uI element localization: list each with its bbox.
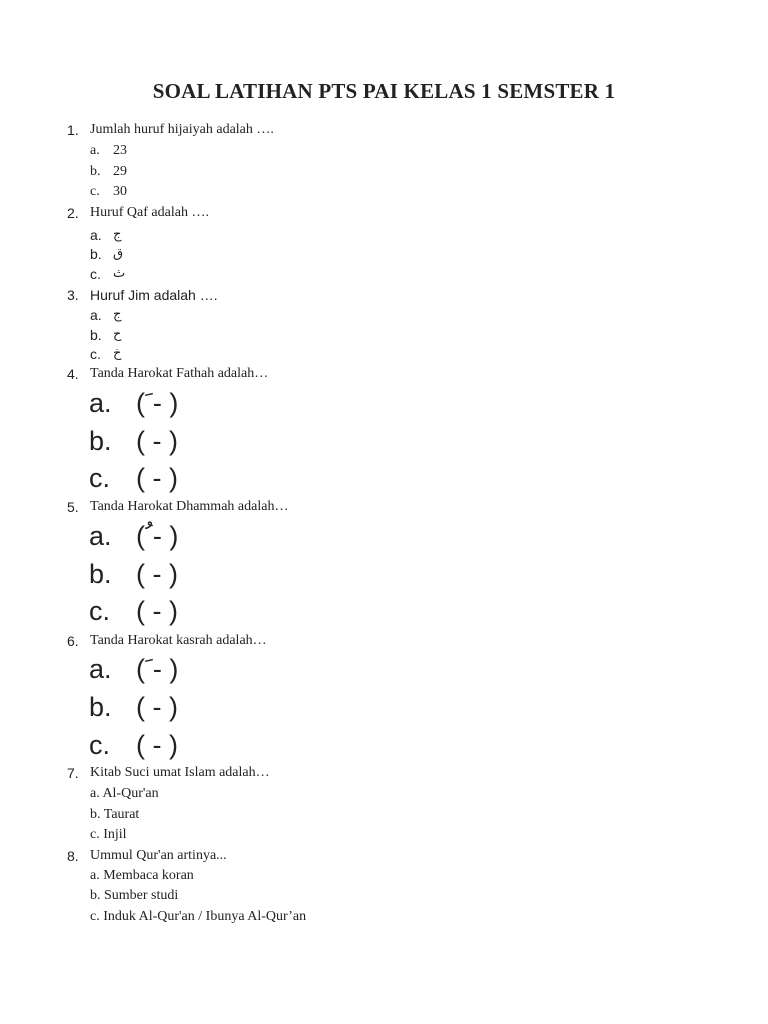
option-label: a. <box>89 654 112 684</box>
option-label: c. <box>90 266 101 282</box>
option-value: ( - ) <box>136 596 178 626</box>
option-value: ح <box>113 327 122 342</box>
option-value: ( - ) <box>136 730 178 760</box>
option-label: b. <box>89 559 112 589</box>
option-value: ( - ) <box>136 692 178 722</box>
option-value: ( َ- ) <box>136 654 179 684</box>
option-label: b. <box>89 426 112 456</box>
question-text: Ummul Qur'an artinya... <box>90 848 227 863</box>
question-text: Tanda Harokat Dhammah adalah… <box>90 499 289 514</box>
option-label: c. <box>89 730 111 760</box>
question-text: Tanda Harokat kasrah adalah… <box>90 633 267 648</box>
option-value: ج <box>113 227 122 242</box>
option-label: a. <box>90 143 100 158</box>
option-value: 29 <box>113 164 127 179</box>
option-label: a. <box>89 388 112 418</box>
option-text: b. Sumber studi <box>90 888 179 903</box>
option-label: a. <box>89 521 112 551</box>
option-label: b. <box>89 692 112 722</box>
option-value: ج <box>113 307 122 322</box>
question-text: Tanda Harokat Fathah adalah… <box>90 366 269 381</box>
question-text: Huruf Qaf adalah …. <box>90 205 209 220</box>
option-text: b. Taurat <box>90 807 140 822</box>
question-text: Jumlah huruf hijaiyah adalah …. <box>90 122 274 137</box>
question-number: 3. <box>67 287 79 303</box>
question-number: 4. <box>67 366 79 382</box>
option-value: خ <box>113 346 122 361</box>
option-text: a. Al-Qur'an <box>90 786 159 801</box>
question-text: Huruf Jim adalah …. <box>90 287 218 303</box>
question-number: 2. <box>67 205 79 221</box>
question-number: 1. <box>67 122 79 138</box>
option-text: c. Injil <box>90 827 127 842</box>
option-text: a. Membaca koran <box>90 868 194 883</box>
option-label: b. <box>90 164 101 179</box>
option-label: c. <box>90 184 100 199</box>
option-value: ق <box>113 246 124 261</box>
option-value: ( َ- ) <box>136 388 179 418</box>
question-number: 8. <box>67 848 79 864</box>
option-label: a. <box>90 307 102 323</box>
option-value: ث <box>113 266 126 281</box>
option-label: a. <box>90 227 102 243</box>
question-text: Kitab Suci umat Islam adalah… <box>90 765 270 780</box>
option-label: c. <box>89 463 111 493</box>
option-label: c. <box>90 346 101 362</box>
question-number: 5. <box>67 499 79 515</box>
option-label: b. <box>90 327 102 343</box>
option-value: ( - ) <box>136 426 178 456</box>
option-text: c. Induk Al-Qur'an / Ibunya Al-Qur’an <box>90 909 307 924</box>
question-number: 6. <box>67 633 79 649</box>
option-value: 30 <box>113 184 127 199</box>
option-label: c. <box>89 596 111 626</box>
option-label: b. <box>90 246 102 262</box>
option-value: ( - ) <box>136 463 178 493</box>
option-value: ( ُ- ) <box>136 521 179 551</box>
option-value: 23 <box>113 143 127 158</box>
option-value: ( - ) <box>136 559 178 589</box>
question-number: 7. <box>67 765 79 781</box>
page-title: SOAL LATIHAN PTS PAI KELAS 1 SEMSTER 1 <box>152 79 616 103</box>
